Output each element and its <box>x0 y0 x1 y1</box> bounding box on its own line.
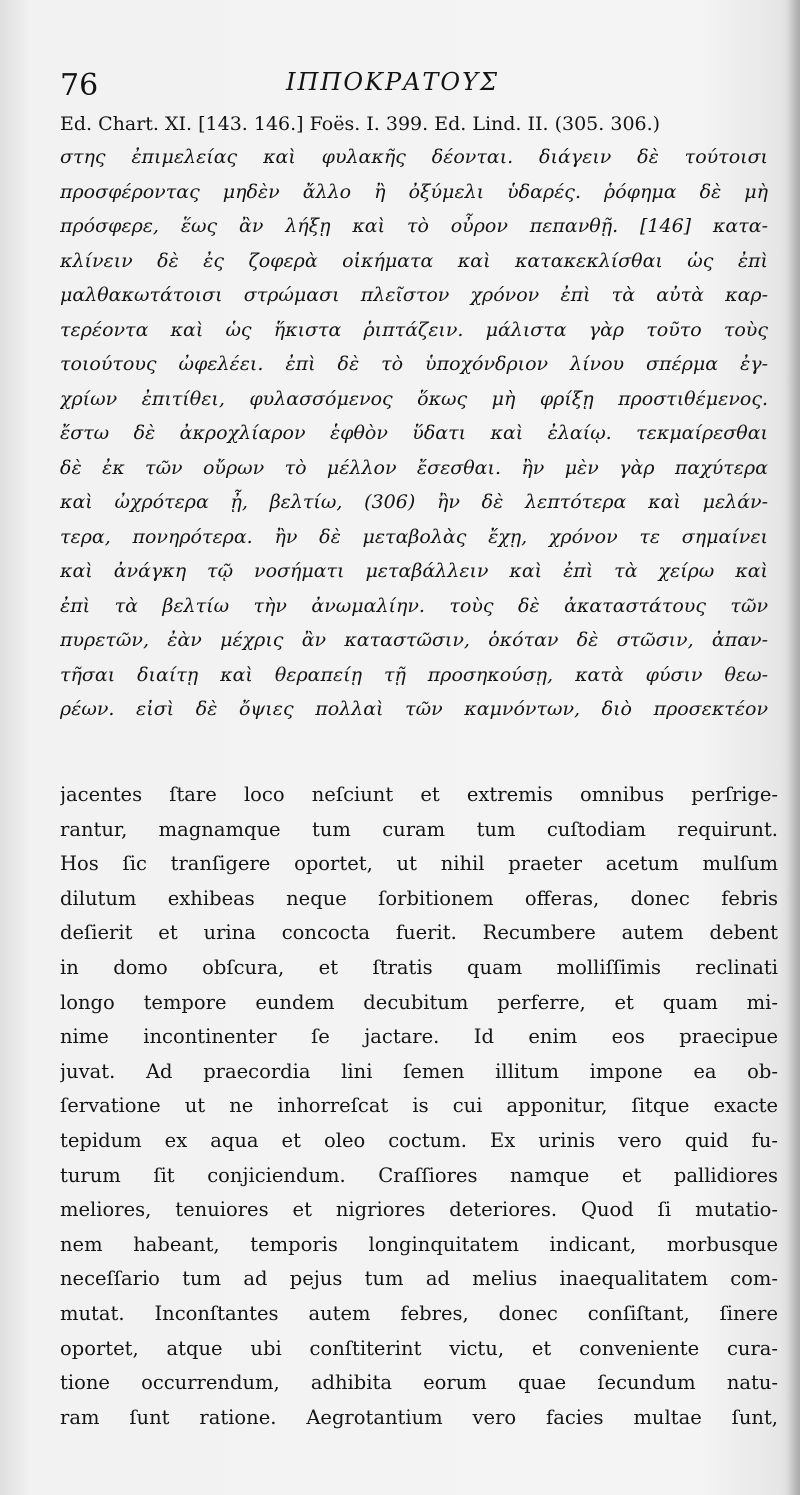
greek-line: πυρετῶν, ἐὰν μέχρις ἂν καταστῶσιν, ὁκόταν δὲ στῶσιν, ἀπαν- <box>60 629 768 651</box>
greek-line: ἔστω δὲ ἀκροχλίαρον ἑφθὸν ὕδατι καὶ ἐλαίῳ. τεκμαίρεσθαι <box>60 422 768 444</box>
greek-line: χρίων ἐπιτίθει, φυλασσόμενος ὅκως μὴ φρίξῃ προστιθέμενος. <box>60 387 768 410</box>
latin-line: dilutum exhibeas neque ſorbitionem offeras, donec febris <box>60 886 778 910</box>
greek-line: κλίνειν δὲ ἐς ζοφερὰ οἰκήματα καὶ κατακεκλίσθαι ὡς ἐπὶ <box>60 249 768 272</box>
greek-line: τοιούτους ὠφελέει. ἐπὶ δὲ τὸ ὑποχόνδριον λίνου σπέρμα ἐγ- <box>60 353 768 375</box>
greek-line: ρέων. εἰσὶ δὲ ὄψιες πολλαὶ τῶν καμνόντων, διὸ προσεκτέον <box>60 698 768 720</box>
latin-translation-block <box>60 778 778 1435</box>
latin-line: ſervatione ut ne inhorreſcat is cui apponitur, ſitque exacte <box>60 1094 778 1118</box>
greek-line: στης ἐπιμελείας καὶ φυλακῆς δέονται. διάγειν δὲ τούτοισι <box>60 146 768 168</box>
latin-line: neceſſario tum ad pejus tum ad melius inaequalitatem com- <box>60 1267 778 1291</box>
latin-line: jacentes ſtare loco neſciunt et extremis omnibus perſrige- <box>60 783 778 806</box>
latin-line: meliores, tenuiores et nigriores deteriores. Quod ſi mutatio- <box>60 1198 778 1222</box>
greek-line: τερα, πονηρότερα. ἢν δὲ μεταβολὰς ἔχῃ, χρόνον τε σημαίνει <box>60 525 768 548</box>
latin-line: oportet, atque ubi conſtiterint victu, et conveniente cura- <box>60 1336 778 1360</box>
greek-line: προσφέροντας μηδὲν ἄλλο ἢ ὀξύμελι ὑδαρές. ῥόφημα δὲ μὴ <box>60 180 768 203</box>
greek-line: μαλθακωτάτοισι στρώμασι πλεῖστον χρόνον ἐπὶ τὰ αὐτὰ καρ- <box>60 284 768 306</box>
greek-line: πρόσφερε, ἕως ἂν λήξῃ καὶ τὸ οὖρον πεπανθῇ. [146] κατα- <box>60 215 768 237</box>
greek-line: καὶ ὠχρότερα ᾖ, βελτίω, (306) ἢν δὲ λεπτότερα καὶ μελάν- <box>60 491 768 513</box>
latin-line: nem habeant, temporis longinquitatem indicant, morbusque <box>60 1232 778 1256</box>
latin-line: tione occurrendum, adhibita eorum quae ſecundum natu- <box>60 1371 778 1395</box>
latin-line: Hos ſic tranſigere oportet, ut nihil praeter acetum mulſum <box>60 852 778 876</box>
page-number: 76 <box>60 68 99 103</box>
latin-line: turum ſit conjiciendum. Craſſiores namque et pallidiores <box>60 1163 778 1187</box>
greek-line: δὲ ἐκ τῶν οὔρων τὸ μέλλον ἔσεσθαι. ἢν μὲν γὰρ παχύτερα <box>60 456 768 479</box>
latin-line: ram ſunt ratione. Aegrotantium vero facies multae ſunt, <box>60 1405 778 1429</box>
running-head: ΙΠΠΟΚΡΑΤΟΥΣ <box>286 68 499 96</box>
latin-line: nime incontinenter ſe jactare. Id enim eos praecipue <box>60 1025 778 1049</box>
greek-line: καὶ ἀνάγκη τῷ νοσήματι μεταβάλλειν καὶ ἐπὶ τὰ χείρω καὶ <box>60 560 768 582</box>
latin-line: longo tempore eundem decubitum perferre, et quam mi- <box>60 990 778 1014</box>
latin-line: tepidum ex aqua et oleo coctum. Ex urinis vero quid fu- <box>60 1128 778 1152</box>
latin-line: deſierit et urina concocta fuerit. Recumbere autem debent <box>60 921 778 945</box>
greek-line: τῆσαι διαίτῃ καὶ θεραπείῃ τῇ προσηκούσῃ, κατὰ φύσιν θεω- <box>60 663 768 686</box>
greek-line: τερέοντα καὶ ὡς ἥκιστα ῥιπτάζειν. μάλιστα γὰρ τοῦτο τοὺς <box>60 318 768 341</box>
latin-line: rantur, magnamque tum curam tum cuſtodiam requirunt. <box>60 817 778 841</box>
page-edge-shadow <box>786 0 800 1495</box>
edition-references: Ed. Chart. XI. [143. 146.] Foës. I. 399. Ed. Lind. II. (305. 306.) <box>60 113 661 135</box>
latin-line: in domo obſcura, et ſtratis quam molliſſimis reclinati <box>60 955 778 979</box>
latin-line: mutat. Inconſtantes autem febres, donec conſiſtant, ſinere <box>60 1301 778 1325</box>
greek-text-block <box>60 140 768 727</box>
latin-line: juvat. Ad praecordia lini ſemen illitum impone ea ob- <box>60 1059 778 1083</box>
greek-line: ἐπὶ τὰ βελτίω τὴν ἀνωμαλίην. τοὺς δὲ ἀκαταστάτους τῶν <box>60 594 768 617</box>
